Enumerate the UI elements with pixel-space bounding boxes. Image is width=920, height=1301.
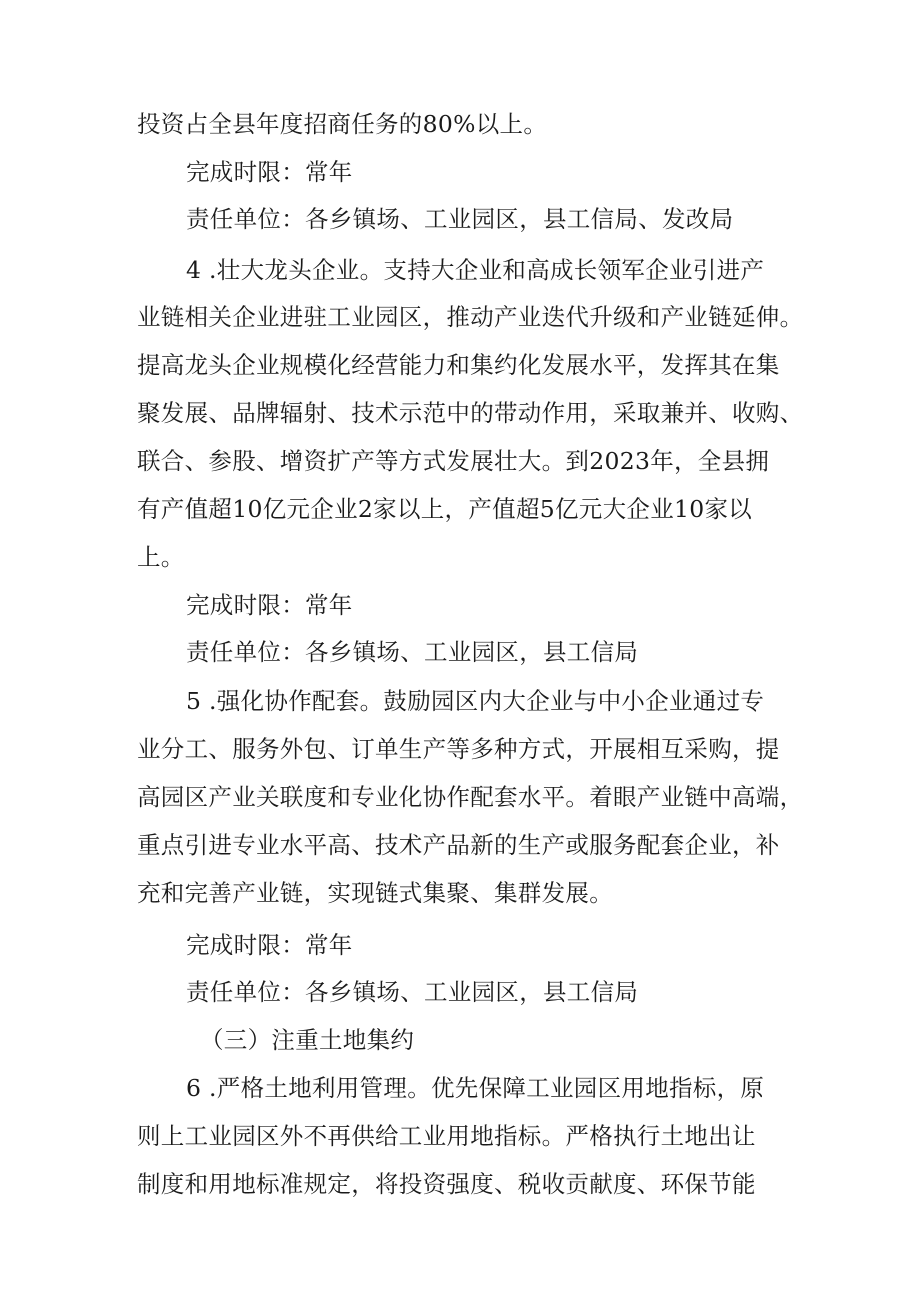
paragraph-line: 充和完善产业链，实现链式集聚、集群发展。 — [137, 879, 613, 907]
paragraph-line: 聚发展、品牌辐射、技术示范中的带动作用，采取兼并、收购、 — [137, 399, 804, 427]
paragraph-line: 制度和用地标准规定，将投资强度、税收贡献度、环保节能 — [137, 1170, 756, 1198]
paragraph-line: 有产值超10亿元企业2家以上，产值超5亿元大企业10家以 — [137, 495, 753, 523]
paragraph-line: 高园区产业关联度和专业化协作配套水平。着眼产业链中高端， — [137, 783, 804, 811]
paragraph-line: 联合、参股、增资扩产等方式发展壮大。到2023年，全县拥 — [137, 447, 770, 475]
item-4-heading-line: 4 .壮大龙头企业。支持大企业和高成长领军企业引进产 — [186, 256, 765, 284]
paragraph-line: 重点引进专业水平高、技术产品新的生产或服务配套企业，补 — [137, 831, 780, 859]
deadline-line: 完成时限：常年 — [186, 591, 353, 619]
paragraph-line: 业分工、服务外包、订单生产等多种方式，开展相互采购，提 — [137, 735, 780, 763]
deadline-line: 完成时限：常年 — [186, 158, 353, 186]
responsible-unit-line: 责任单位：各乡镇场、工业园区，县工信局 — [186, 978, 639, 1006]
responsible-unit-line: 责任单位：各乡镇场、工业园区，县工信局 — [186, 638, 639, 666]
paragraph-line: 则上工业园区外不再供给工业用地指标。严格执行土地出让 — [137, 1122, 756, 1150]
paragraph-line: 投资占全县年度招商任务的80%以上。 — [137, 110, 548, 138]
section-heading: （三）注重土地集约 — [200, 1026, 415, 1054]
paragraph-line: 业链相关企业进驻工业园区，推动产业迭代升级和产业链延伸。 — [137, 303, 804, 331]
item-5-heading-line: 5 .强化协作配套。鼓励园区内大企业与中小企业通过专 — [186, 687, 765, 715]
responsible-unit-line: 责任单位：各乡镇场、工业园区，县工信局、发改局 — [186, 205, 734, 233]
paragraph-line: 上。 — [137, 543, 185, 571]
deadline-line: 完成时限：常年 — [186, 931, 353, 959]
item-6-heading-line: 6 .严格土地利用管理。优先保障工业园区用地指标，原 — [186, 1074, 765, 1102]
paragraph-line: 提高龙头企业规模化经营能力和集约化发展水平，发挥其在集 — [137, 351, 780, 379]
